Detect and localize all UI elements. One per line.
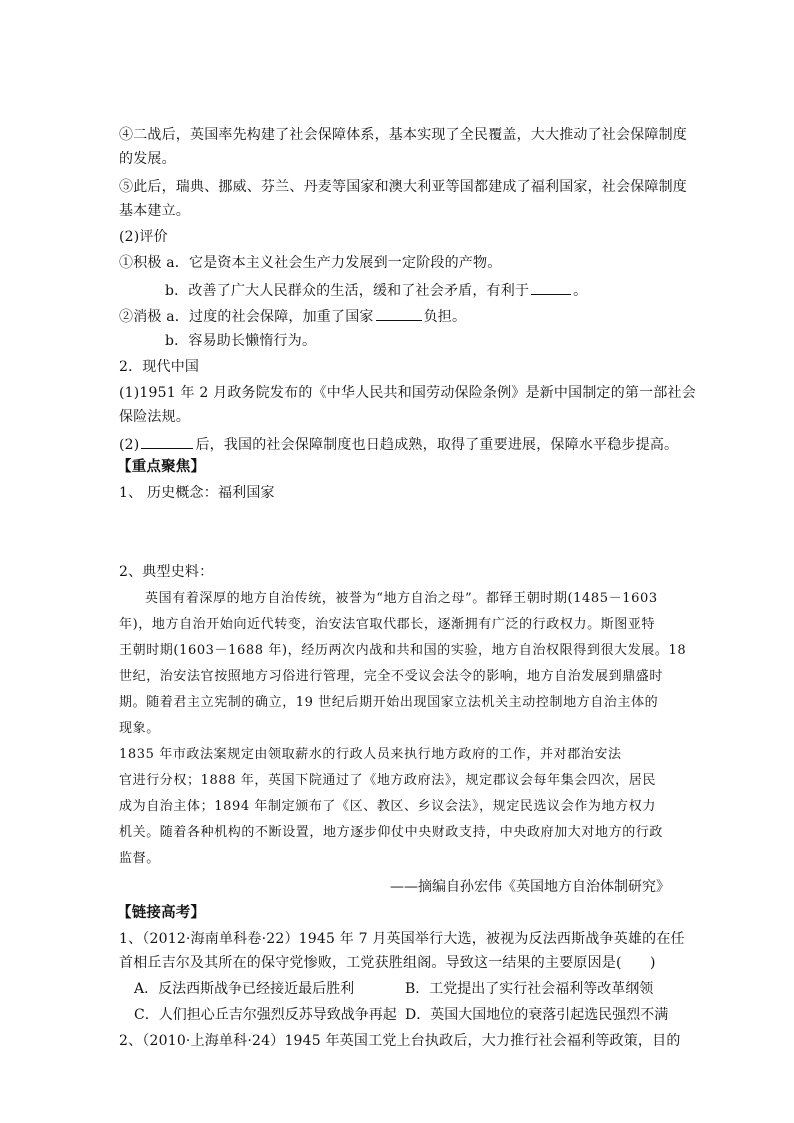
negative-a-end: 负担。 — [423, 309, 467, 325]
focus-heading: 【重点聚焦】 — [117, 458, 206, 475]
quote-line: 年)，地方自治开始向近代转变，治安法官取代郡长，逐渐拥有广泛的行政权力。斯图亚特 — [119, 617, 656, 632]
option-d[interactable]: D．英国大国地位的衰落引起选民强烈不满 — [405, 1007, 669, 1023]
fill-blank[interactable] — [376, 306, 422, 321]
question-2-line-1: 2、（2010·上海单科·24）1945 年英国工党上台执政后，大力推行社会福利等政策，目的 — [119, 1033, 681, 1049]
history-concept: 1、 历史概念：福利国家 — [119, 485, 275, 501]
paragraph-4-line-2: 的发展。 — [119, 151, 176, 167]
fill-blank[interactable] — [141, 434, 193, 449]
option-c[interactable]: C．人们担心丘吉尔强烈反苏导致战争再起 — [134, 1007, 397, 1023]
modern-china-heading: 2．现代中国 — [119, 359, 200, 375]
modern-china-2 — [119, 434, 678, 454]
exam-heading: 【链接高考】 — [117, 904, 206, 921]
quote-line: 英国有着深厚的地方自治传统，被誉为“地方自治之母”。都铎王朝时期(1485－1603 — [145, 591, 658, 606]
citation: ——摘编自孙宏伟《英国地方自治体制研究》 — [390, 879, 670, 895]
quote-line: 期。随着君主立宪制的确立，19 世纪后期开始出现国家立法机关主动控制地方自治主体的 — [119, 695, 659, 710]
positive-a: ①积极 a．它是资本主义社会生产力发展到一定阶段的产物。 — [119, 255, 502, 271]
fill-blank[interactable] — [531, 280, 571, 295]
evaluation-heading: (2)评价 — [119, 229, 168, 245]
quote-line: 机关。随着各种机构的不断设置，地方逐步仰仗中央财政支持，中央政府加大对地方的行政 — [119, 825, 664, 840]
modern-china-2-text: 后，我国的社会保障制度也日趋成熟，取得了重要进展，保障水平稳步提高。 — [195, 437, 679, 453]
modern-china-1-line-1: (1)1951 年 2 月政务院发布的《中华人民共和国劳动保险条例》是新中国制定的第一部社会 — [119, 385, 696, 401]
question-1-line-2: 首相丘吉尔及其所在的保守党惨败，工党获胜组阁。导致这一结果的主要原因是( ) — [119, 955, 656, 971]
quote-line: 现象。 — [119, 721, 160, 736]
question-1-line-1: 1、（2012·海南单科卷·22）1945 年 7 月英国举行大选，被视为反法西斯战争英雄的在任 — [119, 931, 685, 947]
paragraph-5-line-2: 基本建立。 — [119, 203, 190, 219]
positive-b-text: b．改善了广大人民群众的生活，缓和了社会矛盾，有利于 — [165, 283, 530, 299]
negative-b: b．容易助长懒惰行为。 — [165, 333, 317, 349]
quote-line: 王朝时期(1603－1688 年)，经历两次内战和共和国的实验，地方自治权限得到很大发展。18 — [119, 643, 687, 658]
positive-b-end: 。 — [573, 283, 588, 299]
modern-china-2-label: (2) — [119, 437, 140, 453]
option-a[interactable]: A．反法西斯战争已经接近最后胜利 — [134, 981, 355, 997]
negative-a — [119, 306, 466, 326]
option-b[interactable]: B．工党提出了实行社会福利等改革纲领 — [405, 981, 654, 997]
quote-line: 官进行分权；1888 年，英国下院通过了《地方政府法》，规定郡议会每年集会四次，居民 — [119, 773, 656, 788]
quote-line: 监督。 — [119, 851, 160, 866]
modern-china-1-line-2: 保险法规。 — [119, 409, 190, 425]
quote-line: 1835 年市政法案规定由领取薪水的行政人员来执行地方政府的工作，并对郡治安法 — [119, 747, 622, 762]
quote-line: 成为自治主体；1894 年制定颁布了《区、教区、乡议会法》，规定民选议会作为地方权力 — [119, 799, 656, 814]
positive-b — [165, 280, 587, 300]
paragraph-4-line-1: ④二战后，英国率先构建了社会保障体系，基本实现了全民覆盖，大大推动了社会保障制度 — [119, 127, 687, 143]
quote-line: 世纪，治安法官按照地方习俗进行管理，完全不受议会法令的影响，地方自治发展到鼎盛时 — [119, 669, 664, 684]
paragraph-5-line-1: ⑤此后，瑞典、挪威、芬兰、丹麦等国家和澳大利亚等国都建成了福利国家，社会保障制度 — [119, 179, 687, 195]
negative-a-text: ②消极 a．过度的社会保障，加重了国家 — [119, 309, 374, 325]
source-label: 2、典型史料： — [119, 564, 214, 580]
